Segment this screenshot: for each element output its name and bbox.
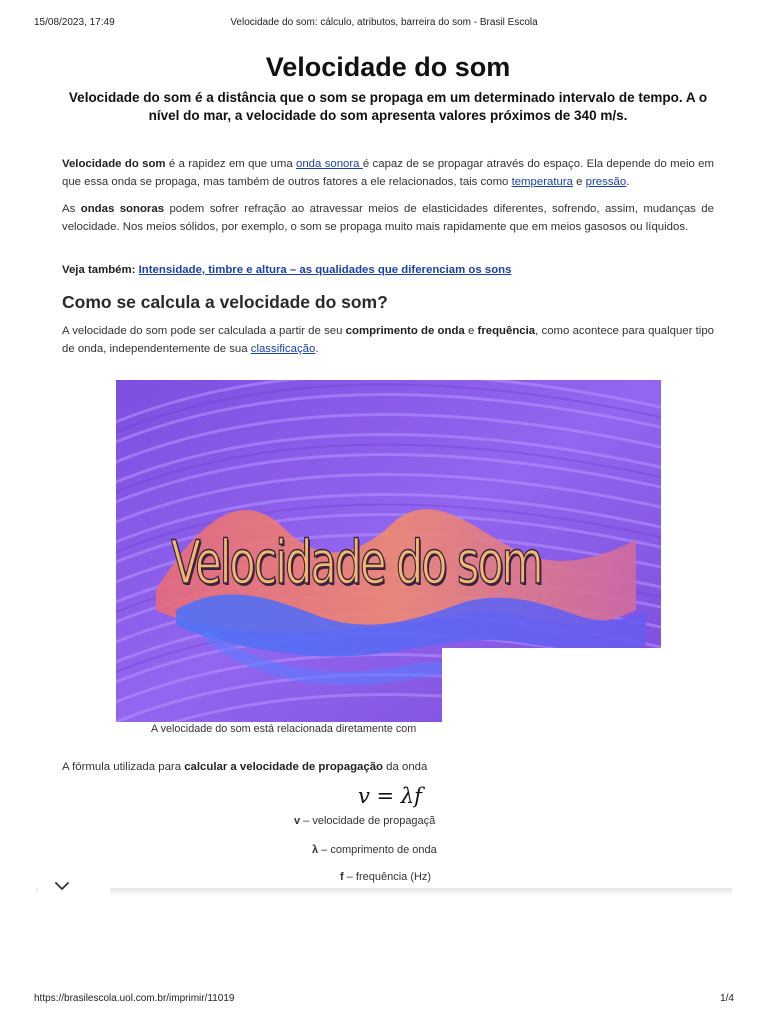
expand-button[interactable] xyxy=(38,874,110,898)
p2-text-1: As xyxy=(62,203,81,215)
p2-text-2: podem sofrer refração ao atravessar meios de elasticidades diferentes, sofrendo, assim, mudanças de velocidade. Nos meios sólidos, por exemplo, o som se propaga muito mais rapidamente que em meios gasosos ou líquidos. xyxy=(62,203,714,233)
formula-intro-text-1: A fórmula utilizada para xyxy=(62,761,185,773)
page-title: Velocidade do som xyxy=(265,52,511,82)
legend-v-text: – velocidade de propagaçã xyxy=(300,815,436,827)
legend-lambda xyxy=(312,844,437,856)
paragraph-2 xyxy=(62,201,714,236)
print-doc-title: Velocidade do som: cálculo, atributos, barreira do som - Brasil Escola xyxy=(230,17,538,28)
p1-bold: Velocidade do som xyxy=(62,158,166,170)
see-also xyxy=(62,264,511,276)
p3-text-3: , como acontece para qualquer tipo de onda, independentemente de sua xyxy=(62,325,714,355)
p3-text-2: e xyxy=(464,325,478,337)
image-caption: A velocidade do som está relacionada diretamente com xyxy=(151,723,417,735)
print-date: 15/08/2023, 17:49 xyxy=(34,17,115,28)
legend-lambda-text: – comprimento de onda xyxy=(318,844,437,856)
page-number: 1/4 xyxy=(720,993,734,1004)
p1-text-3: e xyxy=(572,175,586,188)
chevron-down-icon xyxy=(54,880,70,892)
legend-lambda-symbol: λ xyxy=(312,844,319,856)
see-also-link[interactable]: Intensidade, timbre e altura – as qualidades que diferenciam os sons xyxy=(138,264,512,276)
link-pressao[interactable]: pressão xyxy=(585,175,627,188)
legend-f-symbol: f xyxy=(340,871,344,883)
link-onda-sonora[interactable]: onda sonora xyxy=(296,158,363,170)
p3-bold-2: frequência xyxy=(477,325,536,337)
see-also-label: Veja também: xyxy=(62,264,139,276)
link-temperatura[interactable]: temperatura xyxy=(511,175,573,188)
formula-intro-bold: calcular a velocidade de propagação xyxy=(184,761,383,773)
formula: v = λf xyxy=(358,784,422,808)
print-url: https://brasilescola.uol.com.br/imprimir/11019 xyxy=(34,993,235,1004)
paragraph-1 xyxy=(62,156,714,191)
legend-f-text: – frequência (Hz) xyxy=(343,871,432,883)
section-title: Como se calcula a velocidade do som? xyxy=(62,292,388,312)
p1-text-4: . xyxy=(626,175,630,188)
paragraph-3 xyxy=(62,323,714,358)
hero-overlay-text: Velocidade do som xyxy=(171,528,542,598)
print-header xyxy=(34,17,734,31)
formula-intro xyxy=(62,761,427,773)
print-footer xyxy=(34,993,734,1007)
p1-text-2: é capaz de se propagar através do espaço. Ela depende do meio em que essa onda se propaga, mas também de outros fatores a ele relacionados, tais como xyxy=(62,158,714,188)
p1-text-1: é a rapidez em que uma xyxy=(165,158,296,170)
link-classificacao[interactable]: classificação xyxy=(250,342,316,355)
legend-v xyxy=(294,815,435,827)
legend-f xyxy=(340,871,431,883)
p2-bold: ondas sonoras xyxy=(80,203,165,215)
formula-intro-text-2: da onda xyxy=(383,761,428,773)
p3-text-4: . xyxy=(315,342,319,355)
white-overlay xyxy=(442,648,732,893)
legend-v-symbol: v xyxy=(294,815,301,827)
article-lead: Velocidade do som é a distância que o som se propaga em um determinado intervalo de tempo. A o nível do mar, a velocidade do som apresenta valores próximos de 340 m/s. xyxy=(68,90,708,123)
p3-text-1: A velocidade do som pode ser calculada a partir de seu xyxy=(62,325,346,337)
p3-bold-1: comprimento de onda xyxy=(345,325,465,337)
scroll-shadow xyxy=(36,888,732,896)
